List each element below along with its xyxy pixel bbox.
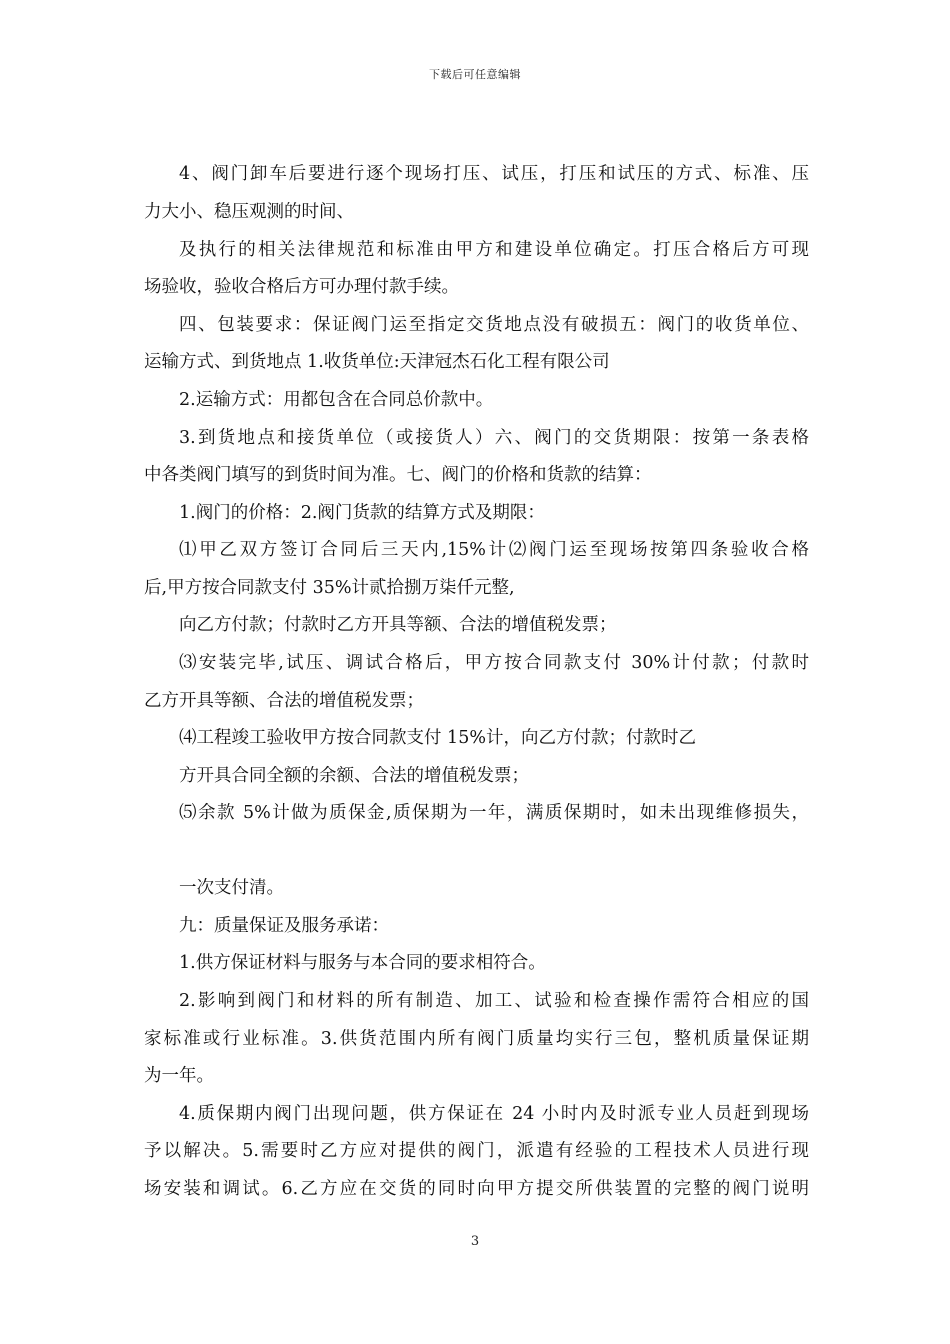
text-line: 为一年。: [144, 1066, 214, 1086]
text-line: 3.到货地点和接货单位（或接货人）六、阀门的交货期限：按第一条表格: [179, 428, 809, 448]
text-line: ⑴甲乙双方签订合同后三天内,15%计⑵阀门运至现场按第四条验收合格: [179, 540, 809, 560]
text-line: 四、包装要求：保证阀门运至指定交货地点没有破损五：阀门的收货单位、: [179, 315, 809, 335]
text-line: 4.质保期内阀门出现问题，供方保证在 24 小时内及时派专业人员赶到现场: [179, 1104, 809, 1124]
text-line: 九：质量保证及服务承诺：: [179, 916, 389, 936]
text-line: ⑶安装完毕,试压、调试合格后，甲方按合同款支付 30%计付款；付款时: [179, 653, 809, 673]
text-line: 中各类阀门填写的到货时间为准。七、阀门的价格和货款的结算：: [144, 465, 652, 485]
text-line: 予以解决。5.需要时乙方应对提供的阀门，派遣有经验的工程技术人员进行现: [144, 1141, 809, 1161]
text-line: 及执行的相关法律规范和标准由甲方和建设单位确定。打压合格后方可现: [179, 240, 809, 260]
text-line: 1.供方保证材料与服务与本合同的要求相符合。: [179, 953, 546, 973]
text-line: 4、阀门卸车后要进行逐个现场打压、试压，打压和试压的方式、标准、压: [179, 164, 809, 184]
text-line: ⑷工程竣工验收甲方按合同款支付 15%计，向乙方付款；付款时乙: [179, 728, 696, 748]
page-header: 下载后可任意编辑: [429, 68, 521, 81]
document-body: [144, 0, 809, 1344]
text-line: 乙方开具等额、合法的增值税发票；: [144, 691, 424, 711]
text-line: ⑸余款 5%计做为质保金,质保期为一年，满质保期时，如未出现维修损失，: [179, 803, 809, 823]
text-line: 方开具合同全额的余额、合法的增值税发票；: [179, 766, 529, 786]
text-line: 向乙方付款；付款时乙方开具等额、合法的增值税发票；: [179, 615, 617, 635]
text-line: 家标准或行业标准。3.供货范围内所有阀门质量均实行三包，整机质量保证期: [144, 1029, 809, 1049]
text-line: 场验收，验收合格后方可办理付款手续。: [144, 277, 459, 297]
page-number: 3: [470, 1234, 480, 1249]
text-line: 后,甲方按合同款支付 35%计贰拾捌万柒仟元整,: [144, 578, 515, 598]
text-line: 2.影响到阀门和材料的所有制造、加工、试验和检查操作需符合相应的国: [179, 991, 809, 1011]
text-line: 力大小、稳压观测的时间、: [144, 202, 354, 222]
text-line: 2.运输方式：用都包含在合同总价款中。: [179, 390, 494, 410]
text-line: 一次支付清。: [179, 878, 284, 898]
text-line: 场安装和调试。6.乙方应在交货的同时向甲方提交所供装置的完整的阀门说明: [144, 1179, 809, 1199]
text-line: 1.阀门的价格：2.阀门货款的结算方式及期限：: [179, 503, 545, 523]
text-line: 运输方式、到货地点 1.收货单位:天津冠杰石化工程有限公司: [144, 352, 610, 372]
